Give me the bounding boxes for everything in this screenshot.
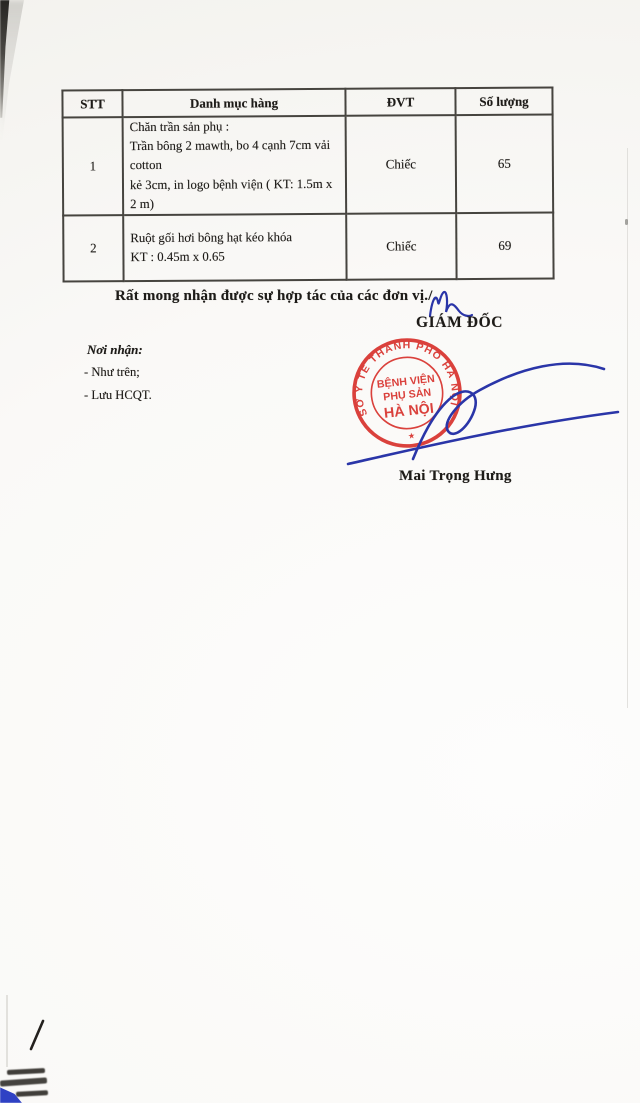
stamp-center-line: HÀ NỘI: [383, 400, 435, 422]
director-title: GIÁM ĐỐC: [416, 314, 504, 331]
description-line: Chăn trần sản phụ :: [129, 119, 230, 135]
row1-stt: 1: [63, 117, 124, 215]
col-header-qty: Số lượng: [455, 88, 552, 116]
row2-stt: 2: [63, 215, 123, 281]
description-line: kẻ 3cm, in logo bệnh viện ( KT: 1.5m x 2 m): [129, 176, 333, 211]
description-line: Ruột gối hơi bông hạt kéo khóa: [130, 229, 293, 245]
scan-speck: [625, 219, 628, 225]
recipient-item: - Lưu HCQT.: [84, 388, 152, 402]
stamp-center-line: BỆNH VIỆN: [376, 372, 436, 391]
scan-corner-bar: [0, 1077, 47, 1086]
row1-description: [123, 116, 347, 215]
col-header-unit: ĐVT: [345, 88, 455, 116]
scan-corner-bar: [16, 1090, 48, 1097]
table-header-row: [62, 88, 552, 118]
row2-unit: Chiếc: [346, 213, 456, 280]
row1-unit: Chiếc: [346, 115, 457, 214]
signature: [330, 350, 630, 475]
stamp-ring-text: SỞ Y TẾ THÀNH PHỐ HÀ NỘI: [354, 340, 460, 418]
stamp-center-line: PHỤ SẢN: [382, 386, 432, 404]
star-icon: ★: [407, 431, 416, 441]
row1-qty: 65: [456, 115, 554, 214]
paper-edge-line: [6, 995, 8, 1067]
table-row: [63, 115, 554, 216]
recipients-label: Nơi nhận:: [87, 342, 143, 357]
col-header-stt: STT: [62, 90, 122, 117]
row2-description: [123, 214, 346, 281]
description-line: Trần bông 2 mawth, bo 4 cạnh 7cm vải cotton: [129, 138, 331, 173]
items-table: [61, 86, 554, 282]
pen-slash-mark: [24, 1018, 48, 1052]
recipient-item: - Như trên;: [84, 365, 140, 379]
table-row: [63, 212, 553, 281]
signer-name: Mai Trọng Hưng: [399, 468, 512, 484]
description-line: KT : 0.45m x 0.65: [130, 249, 225, 265]
col-header-item: Danh mục hàng: [122, 89, 345, 117]
recipients-block: [84, 342, 152, 404]
closing-line: Rất mong nhận được sự hợp tác của các đơn vị./.: [115, 288, 437, 304]
row2-qty: 69: [456, 212, 553, 279]
scan-corner-bar: [7, 1068, 45, 1075]
